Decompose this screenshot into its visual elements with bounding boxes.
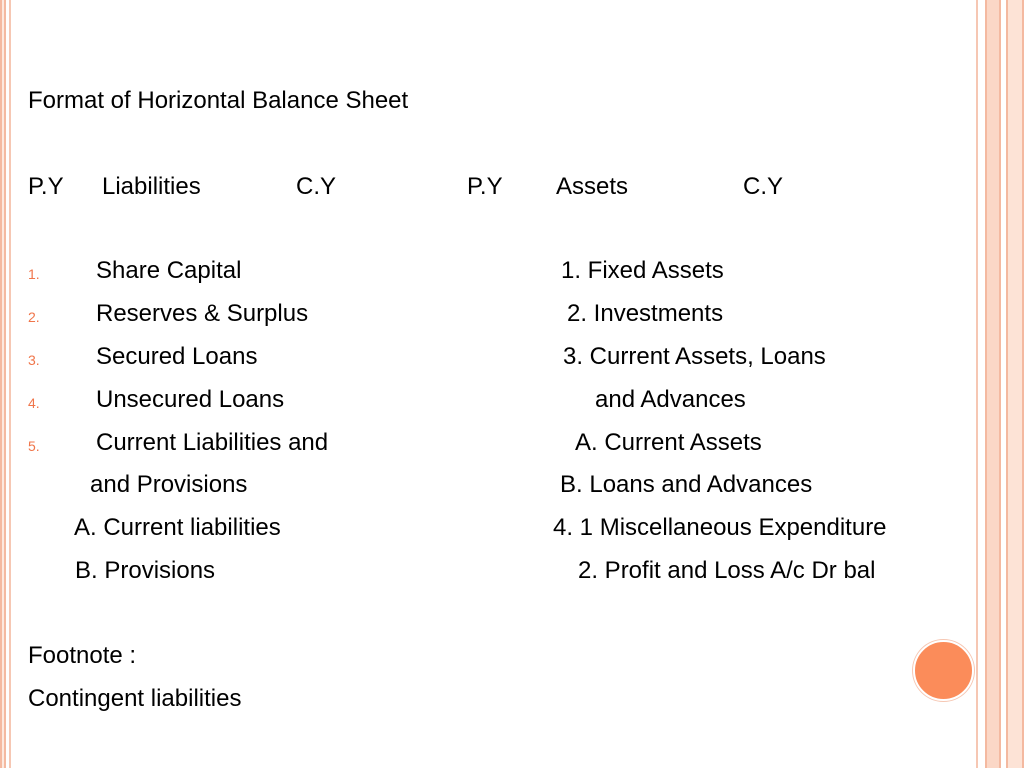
left-frame-line [9, 0, 11, 768]
liability-item-unsecured-loans: Unsecured Loans [96, 386, 285, 413]
footnote-text: Contingent liabilities [28, 685, 242, 712]
liability-item-current-liabilities: Current Liabilities and [96, 429, 329, 456]
liability-item-share-capital: Share Capital [96, 257, 242, 284]
asset-line-profit-loss: 2. Profit and Loss A/c Dr bal [578, 557, 876, 584]
asset-line-misc-expenditure: 4. 1 Miscellaneous Expenditure [553, 514, 887, 541]
asset-line-investments: 2. Investments [567, 300, 724, 327]
left-frame-border [0, 0, 6, 768]
right-frame-band-outer [1006, 0, 1024, 768]
asset-line-sub-b: B. Loans and Advances [560, 471, 813, 498]
header-py-liabilities: P.Y [28, 173, 64, 200]
footnote-label: Footnote : [28, 642, 137, 669]
liability-item-secured-loans: Secured Loans [96, 343, 258, 370]
header-liabilities: Liabilities [102, 173, 201, 200]
header-cy-assets: C.Y [743, 173, 784, 200]
header-py-assets: P.Y [467, 173, 503, 200]
right-frame-line [976, 0, 978, 768]
list-number-4: 4. [28, 395, 40, 411]
asset-line-fixed-assets: 1. Fixed Assets [561, 257, 724, 284]
asset-line-and-advances: and Advances [595, 386, 746, 413]
liability-item-reserves: Reserves & Surplus [96, 300, 309, 327]
right-frame-band [985, 0, 1001, 768]
list-number-3: 3. [28, 352, 40, 368]
list-number-1: 1. [28, 266, 40, 282]
asset-line-current-assets: 3. Current Assets, Loans [563, 343, 826, 370]
liability-sub-b: B. Provisions [75, 557, 216, 584]
decorative-circle [913, 640, 974, 701]
slide-title: Format of Horizontal Balance Sheet [28, 87, 409, 114]
header-cy-liabilities: C.Y [296, 173, 337, 200]
liability-sub-a: A. Current liabilities [74, 514, 281, 541]
liability-continuation: and Provisions [90, 471, 248, 498]
asset-line-sub-a: A. Current Assets [575, 429, 762, 456]
list-number-2: 2. [28, 309, 40, 325]
header-assets: Assets [556, 173, 629, 200]
list-number-5: 5. [28, 438, 40, 454]
